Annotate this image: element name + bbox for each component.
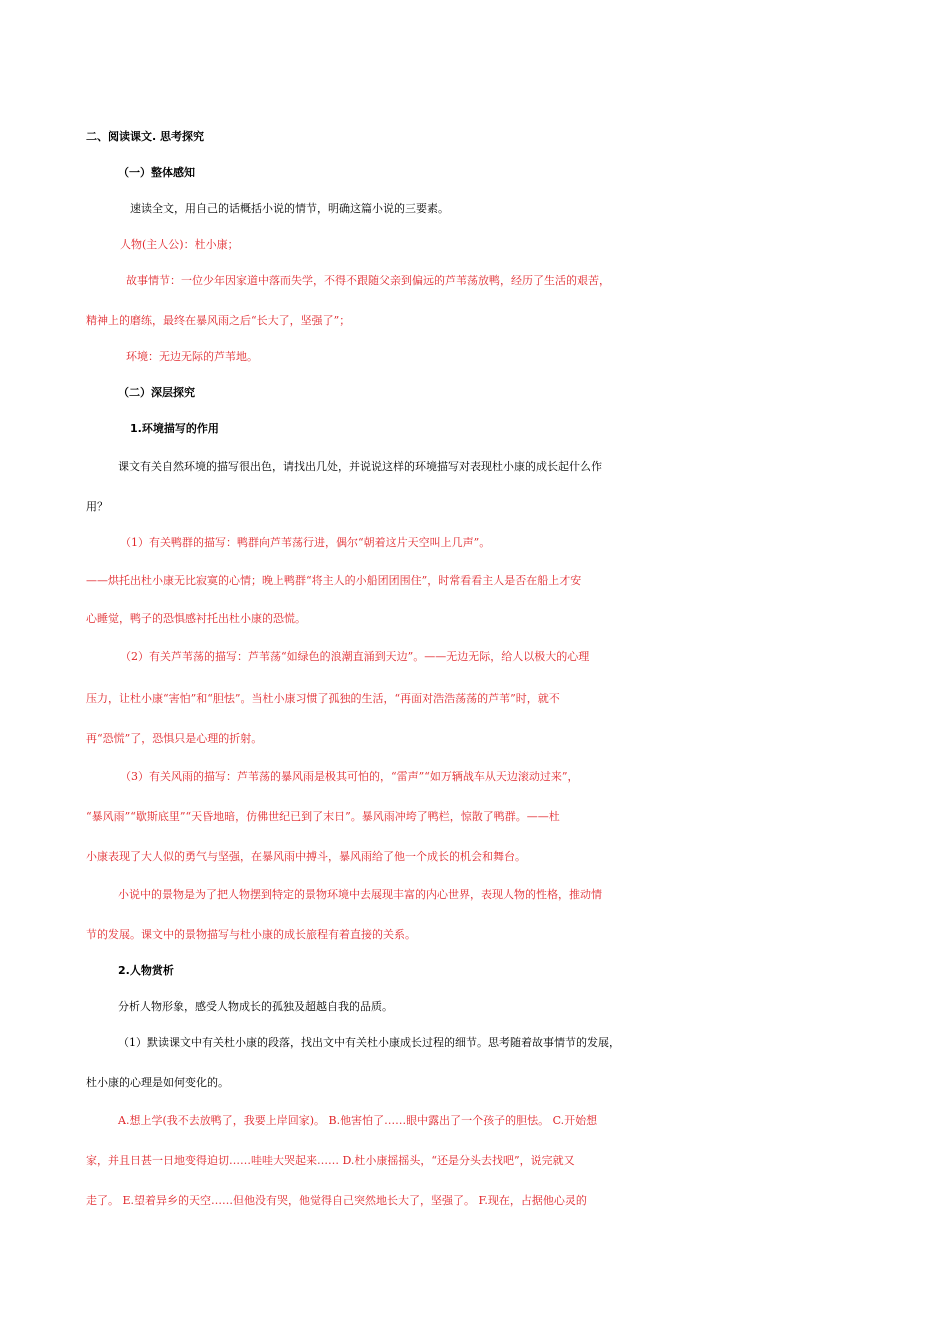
answer-storm-line-3: 小康表现了大人似的勇气与坚强，在暴风雨中搏斗，暴风雨给了他一个成长的机会和舞台。	[86, 850, 526, 863]
character-intro: 分析人物形象，感受人物成长的孤独及超越自我的品质。	[118, 1000, 393, 1013]
answer-ducks-line-1: （1）有关鸭群的描写：鸭群向芦苇荡行进，偶尔“朝着这片天空叫上几声”。	[120, 536, 491, 549]
answer-ducks-line-3: 心睡觉，鸭子的恐惧感衬托出杜小康的恐慌。	[86, 612, 306, 625]
answer-reeds-line-2: 压力，让杜小康“害怕”和“胆怯”。当杜小康习惯了孤独的生活，“再面对浩浩荡荡的芦苇”时，就不	[86, 692, 560, 705]
environment-question-line-1: 课文有关自然环境的描写很出色，请找出几处，并说说这样的环境描写对表现杜小康的成长起什么作	[118, 460, 602, 473]
answer-storm-line-2: “暴风雨”“歇斯底里”“天昏地暗，仿佛世纪已到了末日”。暴风雨冲垮了鸭栏，惊散了鸭群。——杜	[86, 810, 560, 823]
topic-heading-character: 2.人物赏析	[118, 964, 174, 977]
environment-question-line-2: 用？	[86, 500, 108, 513]
answer-summary-line-1: 小说中的景物是为了把人物摆到特定的景物环境中去展现丰富的内心世界，表现人物的性格，推动情	[118, 888, 602, 901]
character-answer-line-1: A.想上学(我不去放鸭了，我要上岸回家)。 B.他害怕了……眼中露出了一个孩子的胆怯。 C.开始想	[118, 1114, 598, 1127]
answer-storm-line-1: （3）有关风雨的描写：芦苇荡的暴风雨是极其可怕的，“雷声”“如万辆战车从天边滚动过来”，	[120, 770, 579, 783]
answer-plot-line-2: 精神上的磨练，最终在暴风雨之后“长大了，坚强了”；	[86, 314, 351, 327]
section-heading: 二、阅读课文. 思考探究	[86, 130, 205, 143]
character-question-line-2: 杜小康的心理是如何变化的。	[86, 1076, 229, 1089]
topic-heading-environment: 1.环境描写的作用	[130, 422, 219, 435]
answer-ducks-line-2: ——烘托出杜小康无比寂寞的心情；晚上鸭群“将主人的小船团团围住”，时常看看主人是否在船上才安	[86, 574, 582, 587]
subsection-heading-overall: （一）整体感知	[118, 166, 195, 179]
answer-character: 人物(主人公)：杜小康；	[120, 238, 239, 251]
subsection-heading-deep: （二）深层探究	[118, 386, 195, 399]
character-answer-line-2: 家，并且日甚一日地变得迫切……哇哇大哭起来…… D.杜小康摇摇头，“还是分头去找吧”，说完就又	[86, 1154, 575, 1167]
character-answer-line-3: 走了。 E.望着异乡的天空……但他没有哭，他觉得自己突然地长大了，坚强了。 F.现在，占据他心灵的	[86, 1194, 587, 1207]
answer-setting: 环境：无边无际的芦苇地。	[126, 350, 258, 363]
answer-reeds-line-1: （2）有关芦苇荡的描写：芦苇荡“如绿色的浪潮直涌到天边”。——无边无际，给人以极大的心理	[120, 650, 590, 663]
answer-plot-line-1: 故事情节：一位少年因家道中落而失学，不得不跟随父亲到偏远的芦苇荡放鸭，经历了生活的艰苦，	[126, 274, 610, 287]
answer-reeds-line-3: 再“恐慌”了，恐惧只是心理的折射。	[86, 732, 263, 745]
answer-summary-line-2: 节的发展。课文中的景物描写与杜小康的成长旅程有着直接的关系。	[86, 928, 416, 941]
overall-prompt: 速读全文，用自己的话概括小说的情节，明确这篇小说的三要素。	[130, 202, 449, 215]
character-question-line-1: （1）默读课文中有关杜小康的段落，找出文中有关杜小康成长过程的细节。思考随着故事情节的发展，	[118, 1036, 620, 1049]
